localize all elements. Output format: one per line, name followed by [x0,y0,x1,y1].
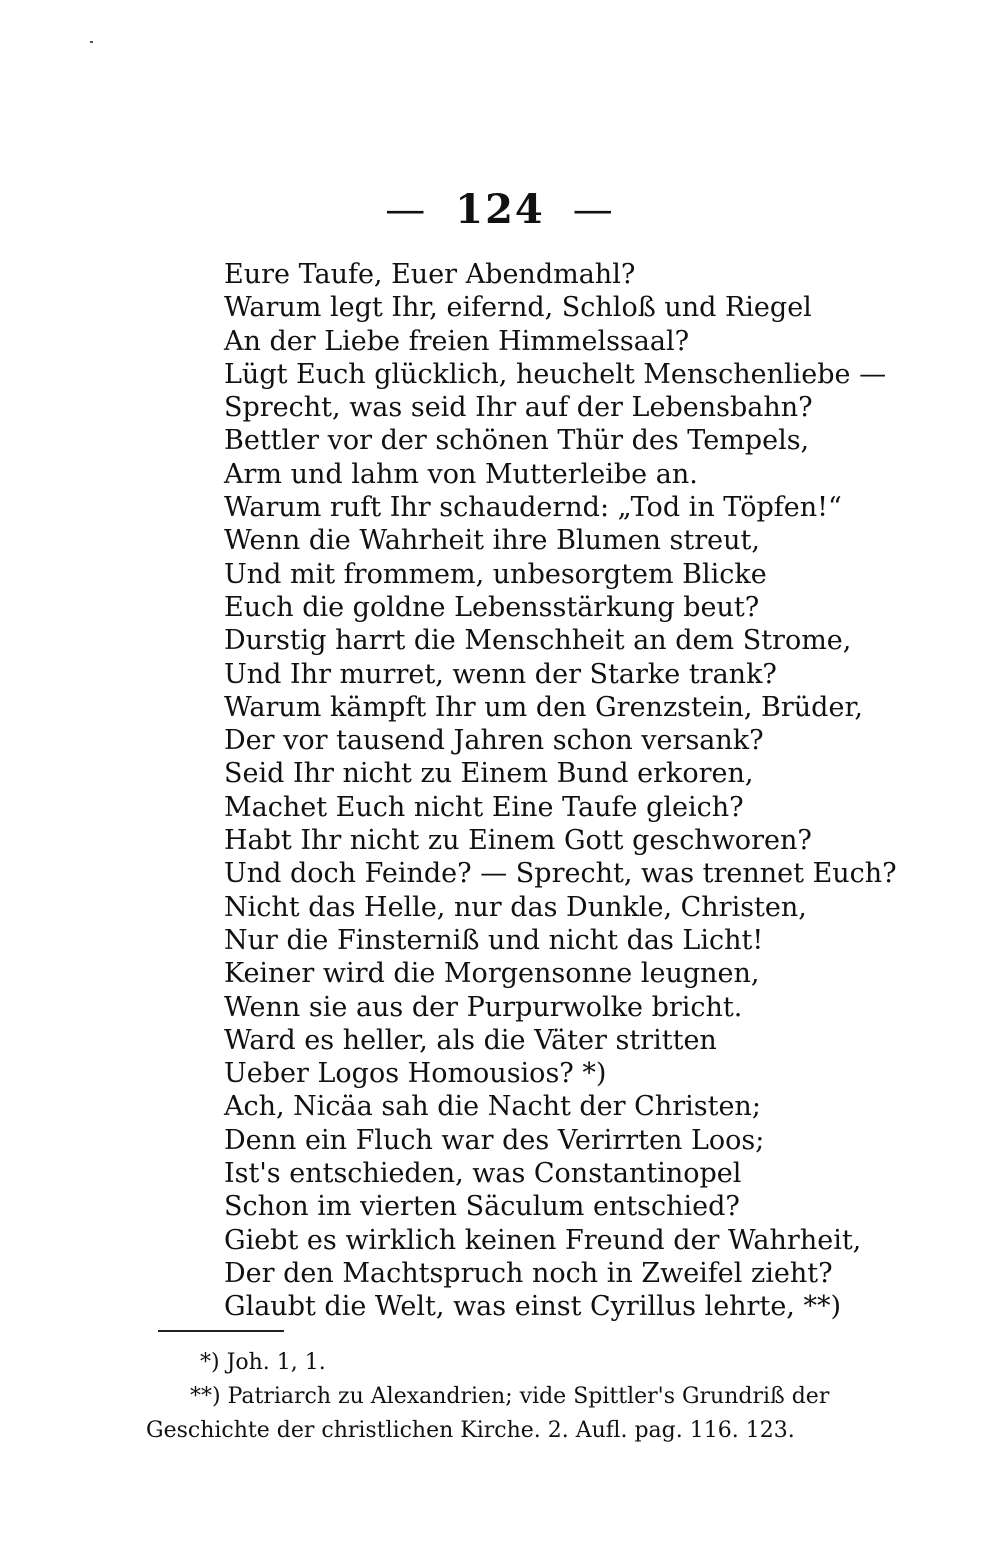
poem-line: Warum ruft Ihr schaudernd: „Tod in Töpfen!“ [224,492,842,524]
poem-line: Ist's entschieden, was Constantinopel [224,1158,742,1190]
page-header [0,186,1000,233]
footnote-1: *) Joh. 1, 1. [200,1350,326,1375]
poem-text [224,258,924,1324]
poem-line: Und Ihr murret, wenn der Starke trank? [224,658,777,690]
poem-line: Ward es heller, als die Väter stritten [224,1024,717,1056]
poem-line: Warum legt Ihr, eifernd, Schloß und Riegel [224,292,812,324]
poem-line: Glaubt die Welt, was einst Cyrillus lehrte, **) [224,1291,841,1323]
page-number: 124 [455,186,545,233]
poem-line: Nur die Finsterniß und nicht das Licht! [224,924,764,956]
poem-line: Wenn sie aus der Purpurwolke bricht. [224,991,743,1023]
poem-line: Giebt es wirklich keinen Freund der Wahrheit, [224,1224,862,1256]
poem-line: Schon im vierten Säculum entschied? [224,1191,740,1223]
poem-line: Ach, Nicäa sah die Nacht der Christen; [224,1091,761,1123]
footnote-2-line-2: Geschichte der christlichen Kirche. 2. Aufl. pag. 116. 123. [146,1418,795,1443]
poem-line: Lügt Euch glücklich, heuchelt Menschenliebe — [224,358,887,390]
poem-line: Durstig harrt die Menschheit an dem Strome, [224,625,852,657]
poem-line: Der den Machtspruch noch in Zweifel zieht? [224,1257,833,1289]
poem-line: Und doch Feinde? — Sprecht, was trennet Euch? [224,858,897,890]
footnotes [140,1346,900,1448]
poem-line: Und mit frommem, unbesorgtem Blicke [224,558,767,590]
poem-line: Seid Ihr nicht zu Einem Bund erkoren, [224,758,754,790]
header-dash-right: — [572,187,615,233]
poem-line: Eure Taufe, Euer Abendmahl? [224,259,636,290]
poem-line: Bettler vor der schönen Thür des Tempels, [224,425,810,457]
poem-line: Warum kämpft Ihr um den Grenzstein, Brüder, [224,691,863,723]
poem-line: Arm und lahm von Mutterleibe an. [224,458,698,490]
poem-line: An der Liebe freien Himmelssaal? [224,325,690,357]
poem-line: Wenn die Wahrheit ihre Blumen streut, [224,525,760,557]
header-dash-left: — [385,187,428,233]
poem-line: Nicht das Helle, nur das Dunkle, Christen, [224,891,807,923]
poem-line: Habt Ihr nicht zu Einem Gott geschworen? [224,825,812,857]
footnote-separator [158,1330,284,1332]
poem-line: Sprecht, was seid Ihr auf der Lebensbahn? [224,392,813,424]
poem-line: Denn ein Fluch war des Verirrten Loos; [224,1124,765,1156]
poem-line: Euch die goldne Lebensstärkung beut? [224,591,760,623]
footnote-2-line-1: **) Patriarch zu Alexandrien; vide Spittler's Grundriß der [190,1384,830,1409]
poem-line: Machet Euch nicht Eine Taufe gleich? [224,791,744,823]
print-speck [90,41,93,43]
poem-line: Ueber Logos Homousios? *) [224,1058,607,1090]
poem-line: Keiner wird die Morgensonne leugnen, [224,958,760,990]
poem-line: Der vor tausend Jahren schon versank? [224,725,764,757]
